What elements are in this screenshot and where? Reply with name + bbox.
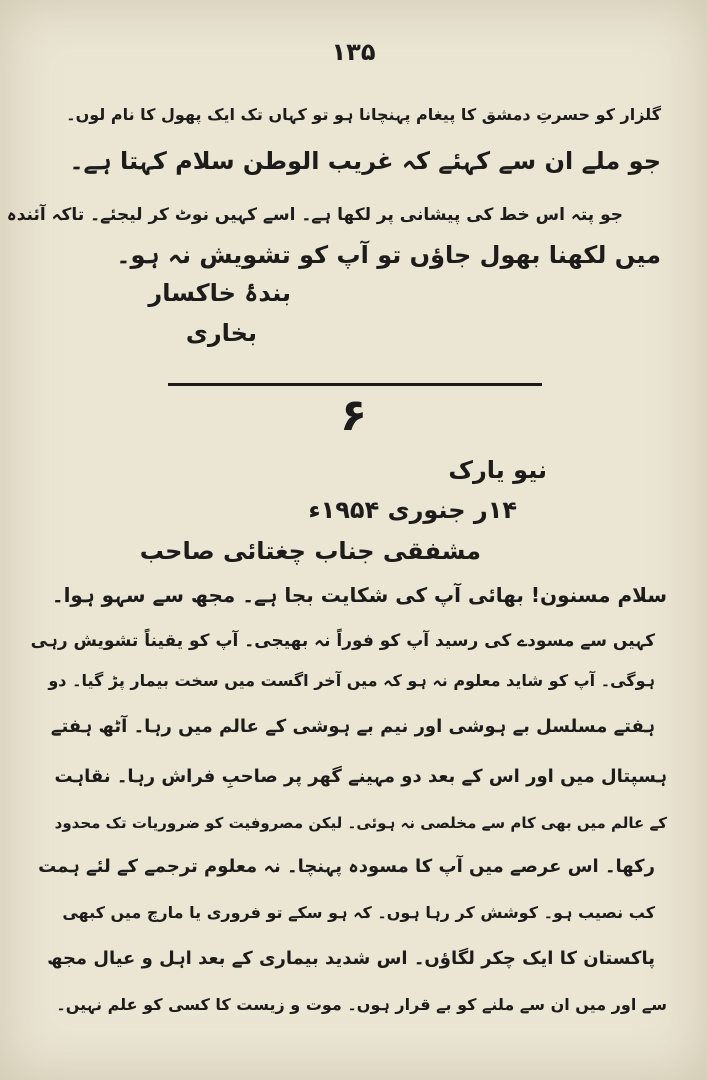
letter-line: ہوگی۔ آپ کو شاید معلوم نہ ہو کہ میں آخر اگست میں سخت بیمار پڑ گیا۔ دو [48, 671, 655, 690]
letter-line: جو پتہ اس خط کی پیشانی پر لکھا ہے۔ اسے کہیں نوٹ کر لیجئے۔ تاکہ آئندہ [6, 205, 623, 225]
letter-line: میں لکھنا بھول جاؤں تو آپ کو تشویش نہ ہو۔ [116, 241, 661, 269]
letter-line: سے اور میں ان سے ملنے کو بے قرار ہوں۔ موت و زیست کا کسی کو علم نہیں۔ [56, 995, 667, 1014]
letter-closing: بندۂ خاکسار [148, 279, 291, 307]
letter-salutation: مشفقی جناب چغتائی صاحب [139, 537, 481, 565]
letter-line: کے عالم میں بھی کام سے مخلصی نہ ہوئی۔ لیکن مصروفیت کو ضروریات تک محدود [54, 814, 667, 832]
letter-line: پاکستان کا ایک چکر لگاؤں۔ اس شدید بیماری کے بعد اہل و عیال مجھ [47, 948, 655, 969]
letter-signature: بخاری [185, 319, 257, 347]
letter-place: نیو یارک [448, 456, 547, 484]
letter-line: کہیں سے مسودے کی رسید آپ کو فوراً نہ بھیجی۔ آپ کو یقیناً تشویش رہی [30, 631, 655, 651]
section-number: ۶ [340, 390, 367, 441]
letter-line: سلام مسنون! بھائی آپ کی شکایت بجا ہے۔ مجھ سے سہو ہوا۔ [51, 583, 667, 607]
page-number: ۱۳۵ [331, 38, 376, 66]
section-divider [168, 383, 542, 386]
letter-line: ہسپتال میں اور اس کے بعد دو مہینے گھر پر صاحبِ فراش رہا۔ نقاہت [54, 766, 667, 787]
letter-line: کب نصیب ہو۔ کوشش کر رہا ہوں۔ کہ ہو سکے تو فروری یا مارچ میں کبھی [62, 903, 655, 922]
letter-date: ۱۴ر جنوری ۱۹۵۴ء [308, 496, 517, 524]
letter-line: جو ملے ان سے کہئے کہ غریب الوطن سلام کہتا ہے۔ [69, 147, 661, 175]
letter-line: رکھا۔ اس عرصے میں آپ کا مسودہ پہنچا۔ نہ معلوم ترجمے کے لئے ہمت [38, 856, 655, 877]
letter-line: گلزار کو حسرتِ دمشق کا پیغام پہنچانا ہو تو کہاں تک ایک پھول کا نام لوں۔ [66, 105, 661, 124]
letter-line: ہفتے مسلسل بے ہوشی اور نیم بے ہوشی کے عالم میں رہا۔ آٹھ ہفتے [50, 716, 655, 737]
